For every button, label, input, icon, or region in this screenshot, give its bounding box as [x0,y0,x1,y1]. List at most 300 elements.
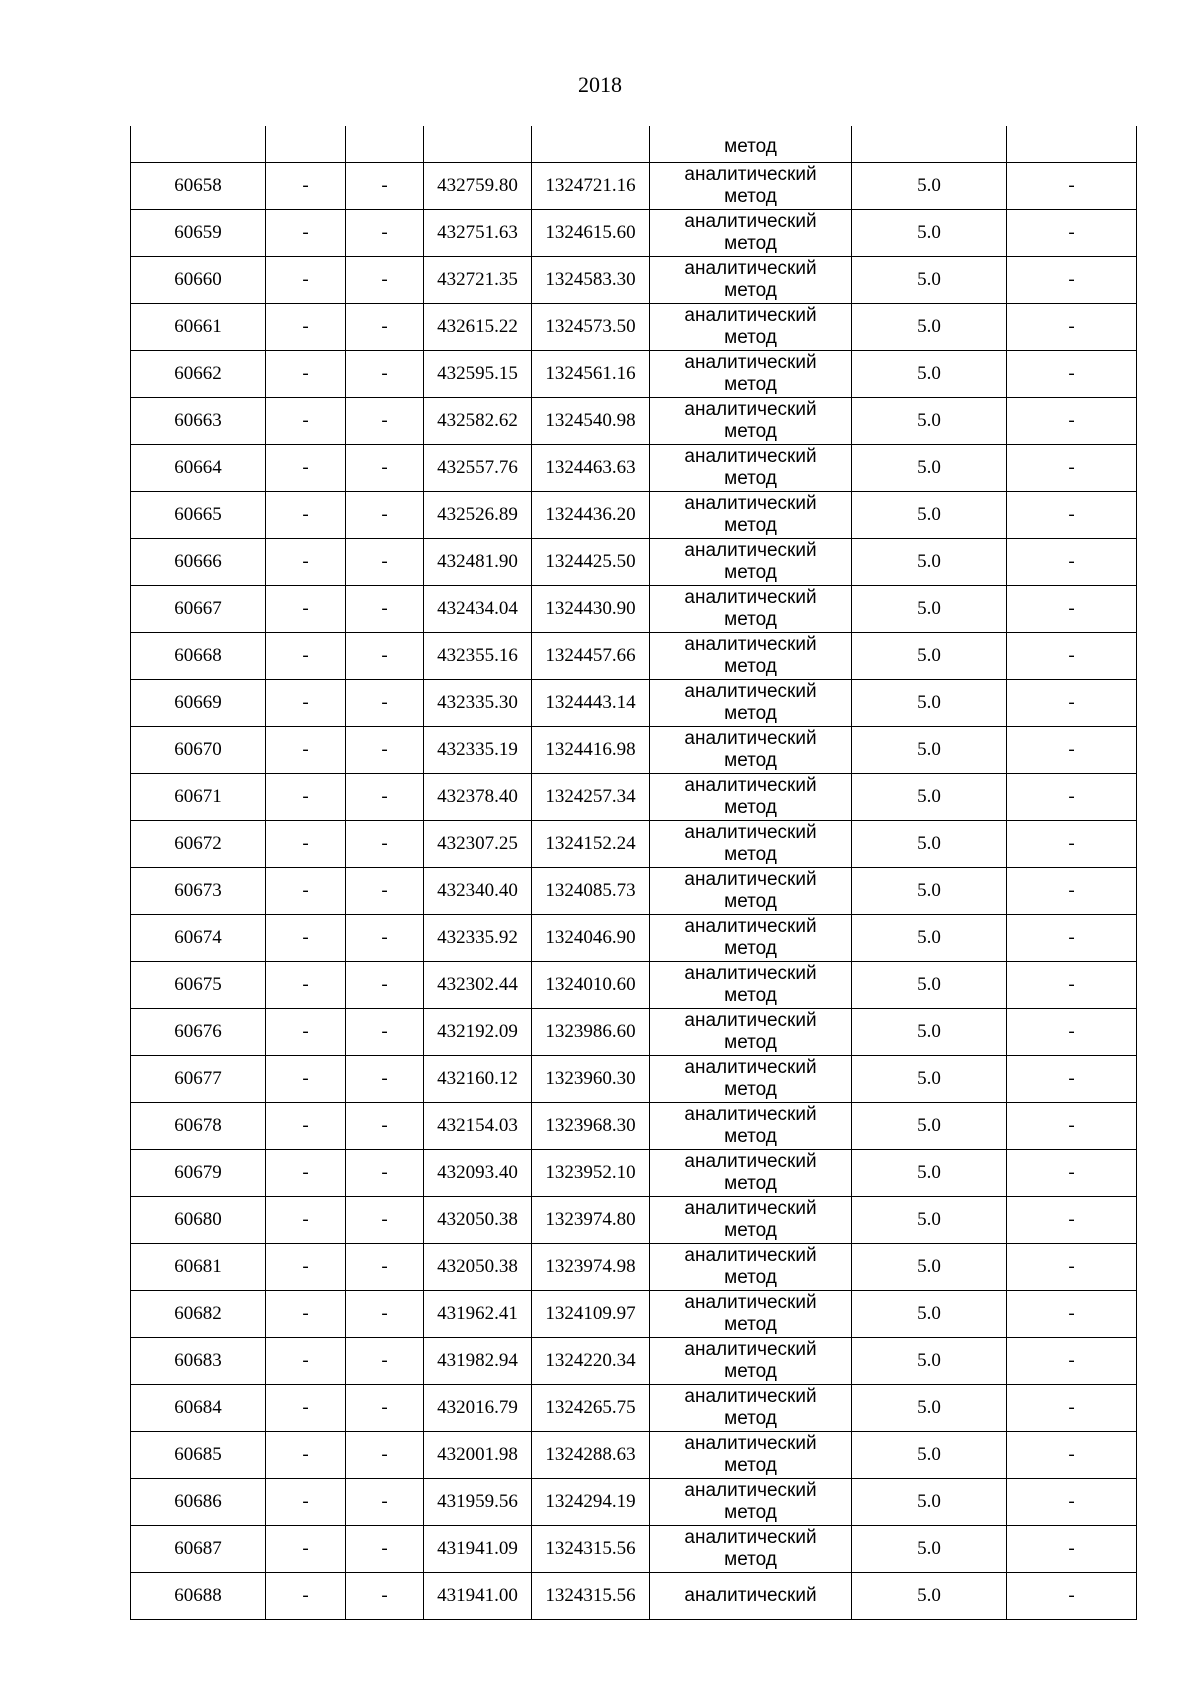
method-line1: аналитический [684,1104,817,1125]
cell-col2: - [266,1479,346,1526]
cell-id: 60662 [131,351,266,398]
cell-note: - [1007,1150,1137,1197]
cell-method [650,1150,852,1197]
cell-note: - [1007,1009,1137,1056]
cell-note: - [1007,586,1137,633]
cell-x [424,126,532,163]
cell-id: 60676 [131,1009,266,1056]
cell-method [650,492,852,539]
cell-precision: 5.0 [852,1526,1007,1573]
cell-note: - [1007,257,1137,304]
cell-col3: - [346,915,424,962]
method-line2: метод [724,1267,777,1288]
cell-precision: 5.0 [852,915,1007,962]
method-line1: аналитический [684,681,817,702]
cell-x: 432340.40 [424,868,532,915]
cell-x: 432481.90 [424,539,532,586]
cell-x: 432302.44 [424,962,532,1009]
cell-note: - [1007,962,1137,1009]
cell-id: 60674 [131,915,266,962]
cell-col3: - [346,351,424,398]
method-line2: метод [724,656,777,677]
cell-method [650,586,852,633]
cell-x: 431941.09 [424,1526,532,1573]
cell-id: 60661 [131,304,266,351]
cell-col3: - [346,1009,424,1056]
method-line2: метод [724,1408,777,1429]
table-row [131,1573,1137,1620]
cell-col2: - [266,1385,346,1432]
cell-method [650,727,852,774]
cell-col2: - [266,398,346,445]
cell-col2: - [266,727,346,774]
cell-id: 60682 [131,1291,266,1338]
cell-col2: - [266,539,346,586]
cell-id: 60669 [131,680,266,727]
cell-note [1007,126,1137,163]
table-row [131,774,1137,821]
cell-precision: 5.0 [852,539,1007,586]
cell-col3: - [346,445,424,492]
cell-note: - [1007,633,1137,680]
table-row [131,163,1137,210]
cell-id: 60664 [131,445,266,492]
table-row [131,1432,1137,1479]
cell-col3: - [346,821,424,868]
table-row [131,1479,1137,1526]
cell-precision: 5.0 [852,1150,1007,1197]
cell-precision: 5.0 [852,351,1007,398]
cell-precision: 5.0 [852,774,1007,821]
cell-y: 1324540.98 [532,398,650,445]
cell-note: - [1007,1244,1137,1291]
cell-precision: 5.0 [852,586,1007,633]
cell-col3: - [346,163,424,210]
cell-y: 1323974.98 [532,1244,650,1291]
cell-precision: 5.0 [852,1009,1007,1056]
table-row [131,915,1137,962]
method-line1: аналитический [684,305,817,326]
cell-x: 432093.40 [424,1150,532,1197]
cell-id: 60660 [131,257,266,304]
cell-y: 1324573.50 [532,304,650,351]
cell-col2: - [266,915,346,962]
cell-x: 432378.40 [424,774,532,821]
cell-precision: 5.0 [852,163,1007,210]
cell-col3: - [346,1103,424,1150]
cell-note: - [1007,1385,1137,1432]
table-row [131,492,1137,539]
cell-col2: - [266,821,346,868]
method-line1: аналитический [684,869,817,890]
cell-x: 431959.56 [424,1479,532,1526]
method-line1: аналитический [684,258,817,279]
cell-note: - [1007,1197,1137,1244]
cell-id [131,126,266,163]
cell-id: 60675 [131,962,266,1009]
cell-col3: - [346,633,424,680]
table-row [131,633,1137,680]
cell-method [650,304,852,351]
cell-x: 432335.30 [424,680,532,727]
cell-x: 432526.89 [424,492,532,539]
cell-col2: - [266,210,346,257]
cell-id: 60687 [131,1526,266,1573]
cell-col3: - [346,539,424,586]
cell-col3: - [346,492,424,539]
cell-method [650,445,852,492]
cell-precision: 5.0 [852,304,1007,351]
cell-y: 1324085.73 [532,868,650,915]
cell-precision: 5.0 [852,1385,1007,1432]
cell-x: 432154.03 [424,1103,532,1150]
cell-col2: - [266,492,346,539]
cell-col2: - [266,445,346,492]
cell-x: 432615.22 [424,304,532,351]
cell-id: 60684 [131,1385,266,1432]
cell-note: - [1007,1338,1137,1385]
cell-col3: - [346,257,424,304]
cell-note: - [1007,821,1137,868]
table-row [131,727,1137,774]
cell-method [650,680,852,727]
method-line1: аналитический [684,728,817,749]
table-row [131,351,1137,398]
cell-col3: - [346,727,424,774]
cell-col2: - [266,1526,346,1573]
method-line2: метод [724,233,777,254]
method-line2: метод [724,1361,777,1382]
cell-y: 1324583.30 [532,257,650,304]
cell-x: 432335.19 [424,727,532,774]
cell-note: - [1007,539,1137,586]
cell-x: 432192.09 [424,1009,532,1056]
cell-id: 60665 [131,492,266,539]
cell-y: 1324294.19 [532,1479,650,1526]
cell-precision: 5.0 [852,1479,1007,1526]
method-line1: аналитический [684,1480,817,1501]
method-line2: метод [724,186,777,207]
cell-note: - [1007,163,1137,210]
cell-x: 432434.04 [424,586,532,633]
cell-col2: - [266,304,346,351]
cell-y: 1324315.56 [532,1526,650,1573]
cell-y: 1323986.60 [532,1009,650,1056]
cell-note: - [1007,304,1137,351]
cell-method [650,398,852,445]
cell-method [650,1338,852,1385]
cell-precision: 5.0 [852,1338,1007,1385]
cell-method [650,868,852,915]
cell-id: 60666 [131,539,266,586]
table-row [131,210,1137,257]
cell-precision: 5.0 [852,680,1007,727]
table-row [131,257,1137,304]
cell-x: 432001.98 [424,1432,532,1479]
cell-col2: - [266,1197,346,1244]
cell-x: 431941.00 [424,1573,532,1620]
cell-y: 1324288.63 [532,1432,650,1479]
cell-x: 432160.12 [424,1056,532,1103]
method-line1: аналитический [684,540,817,561]
cell-precision: 5.0 [852,210,1007,257]
cell-y: 1324109.97 [532,1291,650,1338]
cell-note: - [1007,1479,1137,1526]
cell-y: 1324152.24 [532,821,650,868]
method-line1: аналитический [684,1151,817,1172]
cell-id: 60686 [131,1479,266,1526]
table-row [131,1197,1137,1244]
table-row [131,1338,1137,1385]
cell-note: - [1007,1432,1137,1479]
method-line2: метод [724,1502,777,1523]
cell-method [650,1291,852,1338]
method-line2: метод [724,703,777,724]
method-line1: аналитический [684,1527,817,1548]
table-row [131,1385,1137,1432]
cell-col2: - [266,633,346,680]
cell-col3: - [346,1338,424,1385]
page-number: 2018 [578,72,622,97]
cell-method [650,1244,852,1291]
cell-id: 60677 [131,1056,266,1103]
method-line2: метод [724,938,777,959]
method-line2: метод [724,1173,777,1194]
method-line2: метод [724,985,777,1006]
method-line1: аналитический [684,1585,817,1606]
method-line1: аналитический [684,963,817,984]
method-line1: аналитический [684,775,817,796]
cell-note: - [1007,680,1137,727]
cell-precision: 5.0 [852,1573,1007,1620]
method-line2: метод [724,891,777,912]
cell-note: - [1007,774,1137,821]
cell-x: 432050.38 [424,1197,532,1244]
cell-col3: - [346,1291,424,1338]
table-row [131,1150,1137,1197]
cell-col3: - [346,1197,424,1244]
cell-precision: 5.0 [852,1244,1007,1291]
cell-x: 432335.92 [424,915,532,962]
cell-precision: 5.0 [852,1103,1007,1150]
cell-note: - [1007,1573,1137,1620]
table-row [131,1526,1137,1573]
cell-precision: 5.0 [852,868,1007,915]
cell-precision: 5.0 [852,492,1007,539]
cell-col3: - [346,1056,424,1103]
cell-y: 1324443.14 [532,680,650,727]
cell-note: - [1007,915,1137,962]
cell-col3: - [346,398,424,445]
cell-precision: 5.0 [852,398,1007,445]
cell-x: 432557.76 [424,445,532,492]
cell-x: 432759.80 [424,163,532,210]
cell-col2: - [266,1338,346,1385]
cell-id: 60683 [131,1338,266,1385]
cell-note: - [1007,445,1137,492]
cell-y: 1323960.30 [532,1056,650,1103]
cell-y: 1324425.50 [532,539,650,586]
cell-x: 432355.16 [424,633,532,680]
cell-method [650,126,852,163]
cell-y: 1324315.56 [532,1573,650,1620]
cell-precision: 5.0 [852,821,1007,868]
cell-col3: - [346,1150,424,1197]
method-line2: метод [724,1549,777,1570]
cell-note: - [1007,351,1137,398]
cell-precision: 5.0 [852,1197,1007,1244]
cell-id: 60681 [131,1244,266,1291]
method-line2: метод [724,562,777,583]
cell-y: 1324436.20 [532,492,650,539]
method-line2: метод [724,1314,777,1335]
cell-id: 60670 [131,727,266,774]
cell-col3: - [346,1244,424,1291]
method-line2: метод [724,327,777,348]
cell-method [650,1432,852,1479]
cell-x: 432050.38 [424,1244,532,1291]
cell-id: 60679 [131,1150,266,1197]
method-line2: метод [724,844,777,865]
cell-precision: 5.0 [852,633,1007,680]
cell-note: - [1007,492,1137,539]
cell-col2: - [266,1103,346,1150]
method-line1: аналитический [684,1198,817,1219]
cell-col2: - [266,351,346,398]
method-line1: аналитический [684,211,817,232]
method-line2: метод [724,280,777,301]
cell-method [650,821,852,868]
method-line1: аналитический [684,916,817,937]
method-line1: аналитический [684,634,817,655]
cell-precision: 5.0 [852,962,1007,1009]
table-row [131,680,1137,727]
method-line2: метод [724,1220,777,1241]
cell-col2: - [266,1573,346,1620]
method-line1: аналитический [684,352,817,373]
cell-method [650,962,852,1009]
method-line1: аналитический [684,1433,817,1454]
cell-precision: 5.0 [852,257,1007,304]
cell-id: 60672 [131,821,266,868]
cell-col2: - [266,257,346,304]
cell-x: 432721.35 [424,257,532,304]
method-line1: аналитический [684,446,817,467]
table-body [131,126,1137,1620]
method-line1: аналитический [684,164,817,185]
method-line2: метод [724,750,777,771]
cell-id: 60658 [131,163,266,210]
cell-note: - [1007,1056,1137,1103]
cell-note: - [1007,868,1137,915]
method-line1: аналитический [684,1010,817,1031]
cell-col2: - [266,1432,346,1479]
cell-method [650,1103,852,1150]
table-row [131,962,1137,1009]
cell-precision: 5.0 [852,727,1007,774]
cell-col3: - [346,586,424,633]
cell-method [650,163,852,210]
method-line2: метод [724,374,777,395]
method-line2: метод [724,609,777,630]
cell-id: 60688 [131,1573,266,1620]
cell-x: 432582.62 [424,398,532,445]
method-line1: аналитический [684,587,817,608]
method-line2: метод [724,1032,777,1053]
cell-id: 60663 [131,398,266,445]
cell-col2: - [266,1244,346,1291]
cell-y: 1323974.80 [532,1197,650,1244]
method-line1: аналитический [684,493,817,514]
cell-x: 432751.63 [424,210,532,257]
cell-method [650,1056,852,1103]
cell-id: 60667 [131,586,266,633]
table-row [131,1103,1137,1150]
method-line2: метод [724,515,777,536]
cell-y: 1324257.34 [532,774,650,821]
method-line1: аналитический [684,399,817,420]
cell-note: - [1007,1103,1137,1150]
continuation-row [131,126,1137,163]
cell-col2: - [266,774,346,821]
cell-col2 [266,126,346,163]
cell-x: 431962.41 [424,1291,532,1338]
cell-col3: - [346,774,424,821]
cell-col2: - [266,868,346,915]
cell-method [650,915,852,962]
cell-col2: - [266,586,346,633]
cell-y: 1323968.30 [532,1103,650,1150]
table-row [131,1291,1137,1338]
coordinates-table [130,126,1137,1620]
table-row [131,1056,1137,1103]
cell-id: 60671 [131,774,266,821]
cell-col2: - [266,680,346,727]
cell-id: 60680 [131,1197,266,1244]
cell-col3: - [346,868,424,915]
cell-y: 1324046.90 [532,915,650,962]
cell-col2: - [266,1291,346,1338]
table-row [131,868,1137,915]
method-line1: аналитический [684,1245,817,1266]
table-row [131,821,1137,868]
cell-note: - [1007,210,1137,257]
cell-y: 1324561.16 [532,351,650,398]
cell-id: 60685 [131,1432,266,1479]
cell-col3: - [346,1573,424,1620]
table-row [131,445,1137,492]
cell-method [650,351,852,398]
table-row [131,539,1137,586]
cell-note: - [1007,727,1137,774]
cell-y: 1324265.75 [532,1385,650,1432]
cell-x: 432307.25 [424,821,532,868]
method-line2: метод [724,421,777,442]
method-line2: метод [724,1455,777,1476]
cell-y: 1323952.10 [532,1150,650,1197]
cell-precision: 5.0 [852,1056,1007,1103]
cell-y: 1324430.90 [532,586,650,633]
cell-col3 [346,126,424,163]
cell-method [650,1009,852,1056]
method-line2: метод [724,468,777,489]
table-row [131,1244,1137,1291]
cell-col3: - [346,680,424,727]
cell-method [650,1573,852,1620]
method-line2: метод [724,136,777,157]
table-row [131,1009,1137,1056]
cell-col3: - [346,962,424,1009]
